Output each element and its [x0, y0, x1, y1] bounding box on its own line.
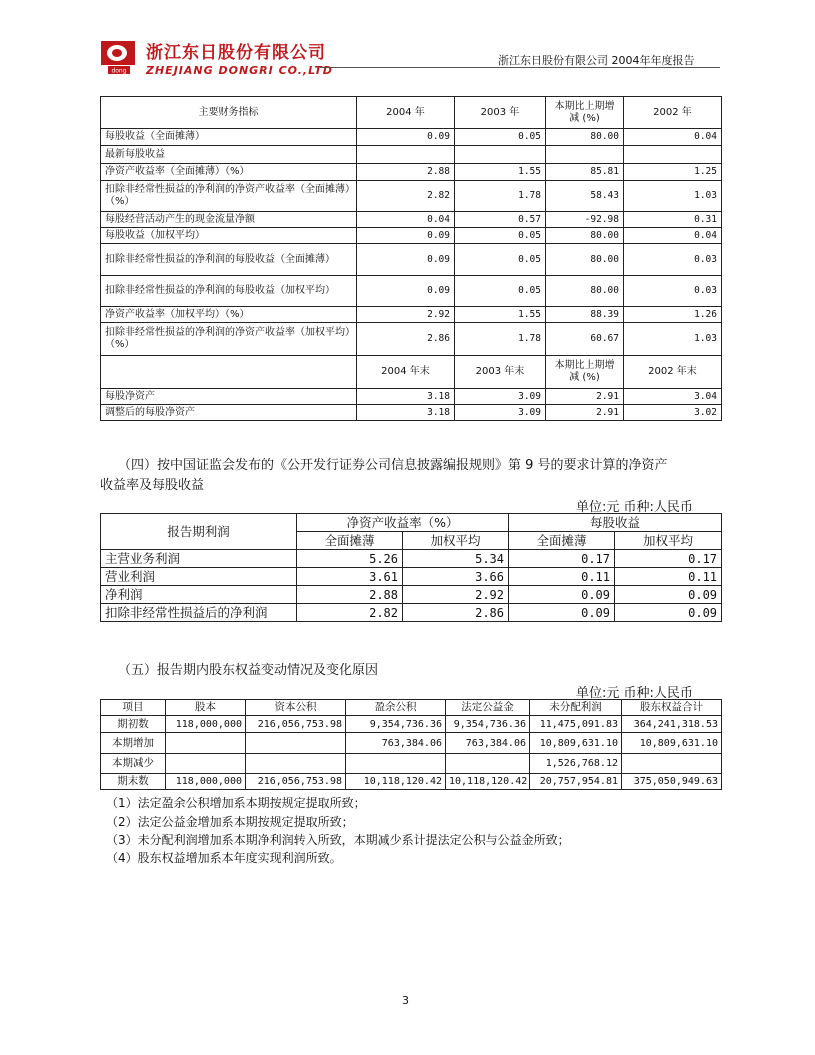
logo-text: dong — [111, 67, 127, 75]
row-label: 本期增加 — [101, 733, 166, 754]
value-cell: 0.05 — [455, 276, 546, 307]
value-cell: 1.78 — [455, 323, 546, 356]
value-cell: 2.91 — [546, 405, 624, 421]
note-4: （4）股东权益增加系本年度实现利润所致。 — [106, 851, 342, 865]
table-row — [101, 276, 722, 307]
value-cell: 10,118,120.42 — [446, 774, 530, 790]
table-row — [101, 244, 722, 276]
value-cell: 3.66 — [403, 568, 509, 586]
header-cell: 2003 年 — [455, 97, 546, 129]
header-cell: 本期比上期增减 (%) — [546, 97, 624, 129]
value-cell: 80.00 — [546, 228, 624, 244]
table-row — [101, 307, 722, 323]
row-label: 主营业务利润 — [101, 550, 297, 568]
value-cell: 216,056,753.98 — [246, 716, 346, 733]
table-row — [101, 181, 722, 212]
row-label: 每股收益（全面摊薄） — [101, 129, 357, 146]
header-cell: 全面摊薄 — [509, 532, 615, 550]
value-cell: 1.25 — [624, 164, 722, 181]
header-cell: 法定公益金 — [446, 700, 530, 716]
row-label: 每股收益（加权平均） — [101, 228, 357, 244]
value-cell: 2.86 — [403, 604, 509, 622]
value-cell: 0.04 — [357, 212, 455, 228]
value-cell: 0.05 — [455, 228, 546, 244]
table-row — [101, 146, 722, 164]
value-cell: 1.55 — [455, 164, 546, 181]
value-cell: 88.39 — [546, 307, 624, 323]
row-label: 净资产收益率（全面摊薄）（%） — [101, 164, 357, 181]
table-row — [101, 774, 722, 790]
table-row — [101, 228, 722, 244]
header-cell: 主要财务指标 — [101, 97, 357, 129]
header-cell: 加权平均 — [403, 532, 509, 550]
section5-heading: （五）报告期内股东权益变动情况及变化原因 — [118, 663, 379, 678]
value-cell: 118,000,000 — [166, 774, 246, 790]
table-header-row — [101, 700, 722, 716]
value-cell: 10,118,120.42 — [346, 774, 446, 790]
table-row — [101, 604, 722, 622]
value-cell: 0.31 — [624, 212, 722, 228]
value-cell: 0.09 — [509, 604, 615, 622]
value-cell: 0.09 — [615, 604, 722, 622]
value-cell: 1,526,768.12 — [530, 754, 622, 774]
report-title: 浙江东日股份有限公司 2004年年度报告 — [498, 54, 695, 67]
header-cell: 股本 — [166, 700, 246, 716]
table-row — [101, 716, 722, 733]
header-cell: 项目 — [101, 700, 166, 716]
value-cell: 9,354,736.36 — [346, 716, 446, 733]
header-cell: 2003 年末 — [455, 356, 546, 389]
value-cell: 2.82 — [357, 181, 455, 212]
value-cell: 5.26 — [297, 550, 403, 568]
value-cell: 2.86 — [357, 323, 455, 356]
header-cell: 股东权益合计 — [622, 700, 722, 716]
row-label: 最新每股收益 — [101, 146, 357, 164]
value-cell: 3.09 — [455, 389, 546, 405]
company-logo — [100, 39, 140, 75]
header-cell: 未分配利润 — [530, 700, 622, 716]
value-cell: 3.18 — [357, 405, 455, 421]
row-label: 净资产收益率（加权平均）（%） — [101, 307, 357, 323]
value-cell — [446, 754, 530, 774]
value-cell: 0.05 — [455, 244, 546, 276]
value-cell: 375,050,949.63 — [622, 774, 722, 790]
value-cell — [166, 754, 246, 774]
value-cell: 3.61 — [297, 568, 403, 586]
header-cell: 资本公积 — [246, 700, 346, 716]
value-cell — [246, 754, 346, 774]
table-header-row — [101, 97, 722, 129]
value-cell: 0.03 — [624, 244, 722, 276]
section5-unit: 单位:元 币种:人民币 — [576, 686, 693, 701]
note-1: （1）法定盈余公积增加系本期按规定提取所致； — [106, 796, 366, 810]
header-cell: 报告期利润 — [101, 514, 297, 550]
value-cell: 0.09 — [357, 276, 455, 307]
value-cell: 80.00 — [546, 276, 624, 307]
table-row — [101, 550, 722, 568]
value-cell: 1.03 — [624, 181, 722, 212]
row-label: 期末数 — [101, 774, 166, 790]
value-cell: 2.82 — [297, 604, 403, 622]
header-cell: 全面摊薄 — [297, 532, 403, 550]
value-cell: 2.91 — [546, 389, 624, 405]
value-cell: 0.04 — [624, 228, 722, 244]
value-cell: 58.43 — [546, 181, 624, 212]
value-cell: 9,354,736.36 — [446, 716, 530, 733]
value-cell: 3.04 — [624, 389, 722, 405]
table-subheader-row — [101, 356, 722, 389]
header-cell: 2002 年 — [624, 97, 722, 129]
value-cell: 5.34 — [403, 550, 509, 568]
table-row — [101, 164, 722, 181]
header-cell: 盈余公积 — [346, 700, 446, 716]
header-cell: 2002 年末 — [624, 356, 722, 389]
header-cell: 净资产收益率（%） — [297, 514, 509, 532]
value-cell: 2.92 — [357, 307, 455, 323]
row-label: 扣除非经常性损益的净利润的净资产收益率（全面摊薄）（%） — [101, 181, 357, 212]
value-cell — [546, 146, 624, 164]
value-cell: 0.17 — [615, 550, 722, 568]
row-label: 扣除非经常性损益后的净利润 — [101, 604, 297, 622]
value-cell: 0.09 — [357, 129, 455, 146]
section4-heading-line1: （四）按中国证监会发布的《公开发行证券公司信息披露编报规则》第 9 号的要求计算的净资产 — [118, 458, 668, 473]
value-cell — [624, 146, 722, 164]
value-cell: 3.02 — [624, 405, 722, 421]
note-2: （2）法定公益金增加系本期按规定提取所致； — [106, 815, 354, 829]
value-cell: 2.88 — [297, 586, 403, 604]
value-cell: 0.09 — [509, 586, 615, 604]
header-cell: 本期比上期增减 (%) — [546, 356, 624, 389]
value-cell: 763,384.06 — [346, 733, 446, 754]
value-cell: 2.92 — [403, 586, 509, 604]
row-label: 本期减少 — [101, 754, 166, 774]
value-cell: 3.18 — [357, 389, 455, 405]
value-cell: 0.09 — [357, 228, 455, 244]
row-label: 净利润 — [101, 586, 297, 604]
row-label: 营业利润 — [101, 568, 297, 586]
table-row — [101, 586, 722, 604]
header-cell: 加权平均 — [615, 532, 722, 550]
value-cell: 364,241,318.53 — [622, 716, 722, 733]
table-row — [101, 129, 722, 146]
equity-change-table — [100, 699, 722, 790]
header-cell: 每股收益 — [509, 514, 722, 532]
table-row — [101, 405, 722, 421]
value-cell: 10,809,631.10 — [530, 733, 622, 754]
value-cell: 10,809,631.10 — [622, 733, 722, 754]
note-3: （3）未分配利润增加系本期净利润转入所致，本期减少系计提法定公积与公益金所致； — [106, 833, 570, 847]
table-row — [101, 323, 722, 356]
row-label: 扣除非经常性损益的净利润的每股收益（加权平均） — [101, 276, 357, 307]
value-cell: 0.04 — [624, 129, 722, 146]
row-label: 期初数 — [101, 716, 166, 733]
table-row — [101, 212, 722, 228]
header-cell — [101, 356, 357, 389]
value-cell: 1.03 — [624, 323, 722, 356]
company-name-en: ZHEJIANG DONGRI CO.,LTD — [146, 64, 333, 77]
value-cell: 763,384.06 — [446, 733, 530, 754]
value-cell: 85.81 — [546, 164, 624, 181]
value-cell: 80.00 — [546, 129, 624, 146]
value-cell: 216,056,753.98 — [246, 774, 346, 790]
value-cell: 118,000,000 — [166, 716, 246, 733]
section4-unit: 单位:元 币种:人民币 — [576, 500, 693, 515]
section4-heading-line2: 收益率及每股收益 — [100, 478, 205, 493]
value-cell: 11,475,091.83 — [530, 716, 622, 733]
value-cell: 0.09 — [615, 586, 722, 604]
value-cell: 0.03 — [624, 276, 722, 307]
table-row — [101, 389, 722, 405]
value-cell: 20,757,954.81 — [530, 774, 622, 790]
value-cell — [357, 146, 455, 164]
page-number: 3 — [402, 994, 409, 1007]
roe-eps-table — [100, 513, 722, 622]
value-cell: 0.17 — [509, 550, 615, 568]
row-label: 扣除非经常性损益的净利润的净资产收益率（加权平均）（%） — [101, 323, 357, 356]
table-row — [101, 568, 722, 586]
value-cell: 80.00 — [546, 244, 624, 276]
table-row — [101, 733, 722, 754]
row-label: 扣除非经常性损益的净利润的每股收益（全面摊薄） — [101, 244, 357, 276]
value-cell: 1.26 — [624, 307, 722, 323]
value-cell — [246, 733, 346, 754]
value-cell — [346, 754, 446, 774]
value-cell: 2.88 — [357, 164, 455, 181]
value-cell: 0.09 — [357, 244, 455, 276]
table-header-row — [101, 514, 722, 532]
value-cell: 0.11 — [509, 568, 615, 586]
value-cell: 3.09 — [455, 405, 546, 421]
value-cell: 60.67 — [546, 323, 624, 356]
table-row — [101, 754, 722, 774]
header-divider — [320, 67, 720, 68]
header-cell: 2004 年 — [357, 97, 455, 129]
header-cell: 2004 年末 — [357, 356, 455, 389]
row-label: 调整后的每股净资产 — [101, 405, 357, 421]
value-cell — [622, 754, 722, 774]
value-cell: 0.57 — [455, 212, 546, 228]
value-cell: 0.05 — [455, 129, 546, 146]
row-label: 每股净资产 — [101, 389, 357, 405]
company-name-cn: 浙江东日股份有限公司 — [146, 43, 326, 63]
value-cell: -92.98 — [546, 212, 624, 228]
value-cell: 0.11 — [615, 568, 722, 586]
value-cell: 1.78 — [455, 181, 546, 212]
value-cell — [166, 733, 246, 754]
row-label: 每股经营活动产生的现金流量净额 — [101, 212, 357, 228]
financial-indicators-table — [100, 96, 722, 421]
value-cell — [455, 146, 546, 164]
value-cell: 1.55 — [455, 307, 546, 323]
